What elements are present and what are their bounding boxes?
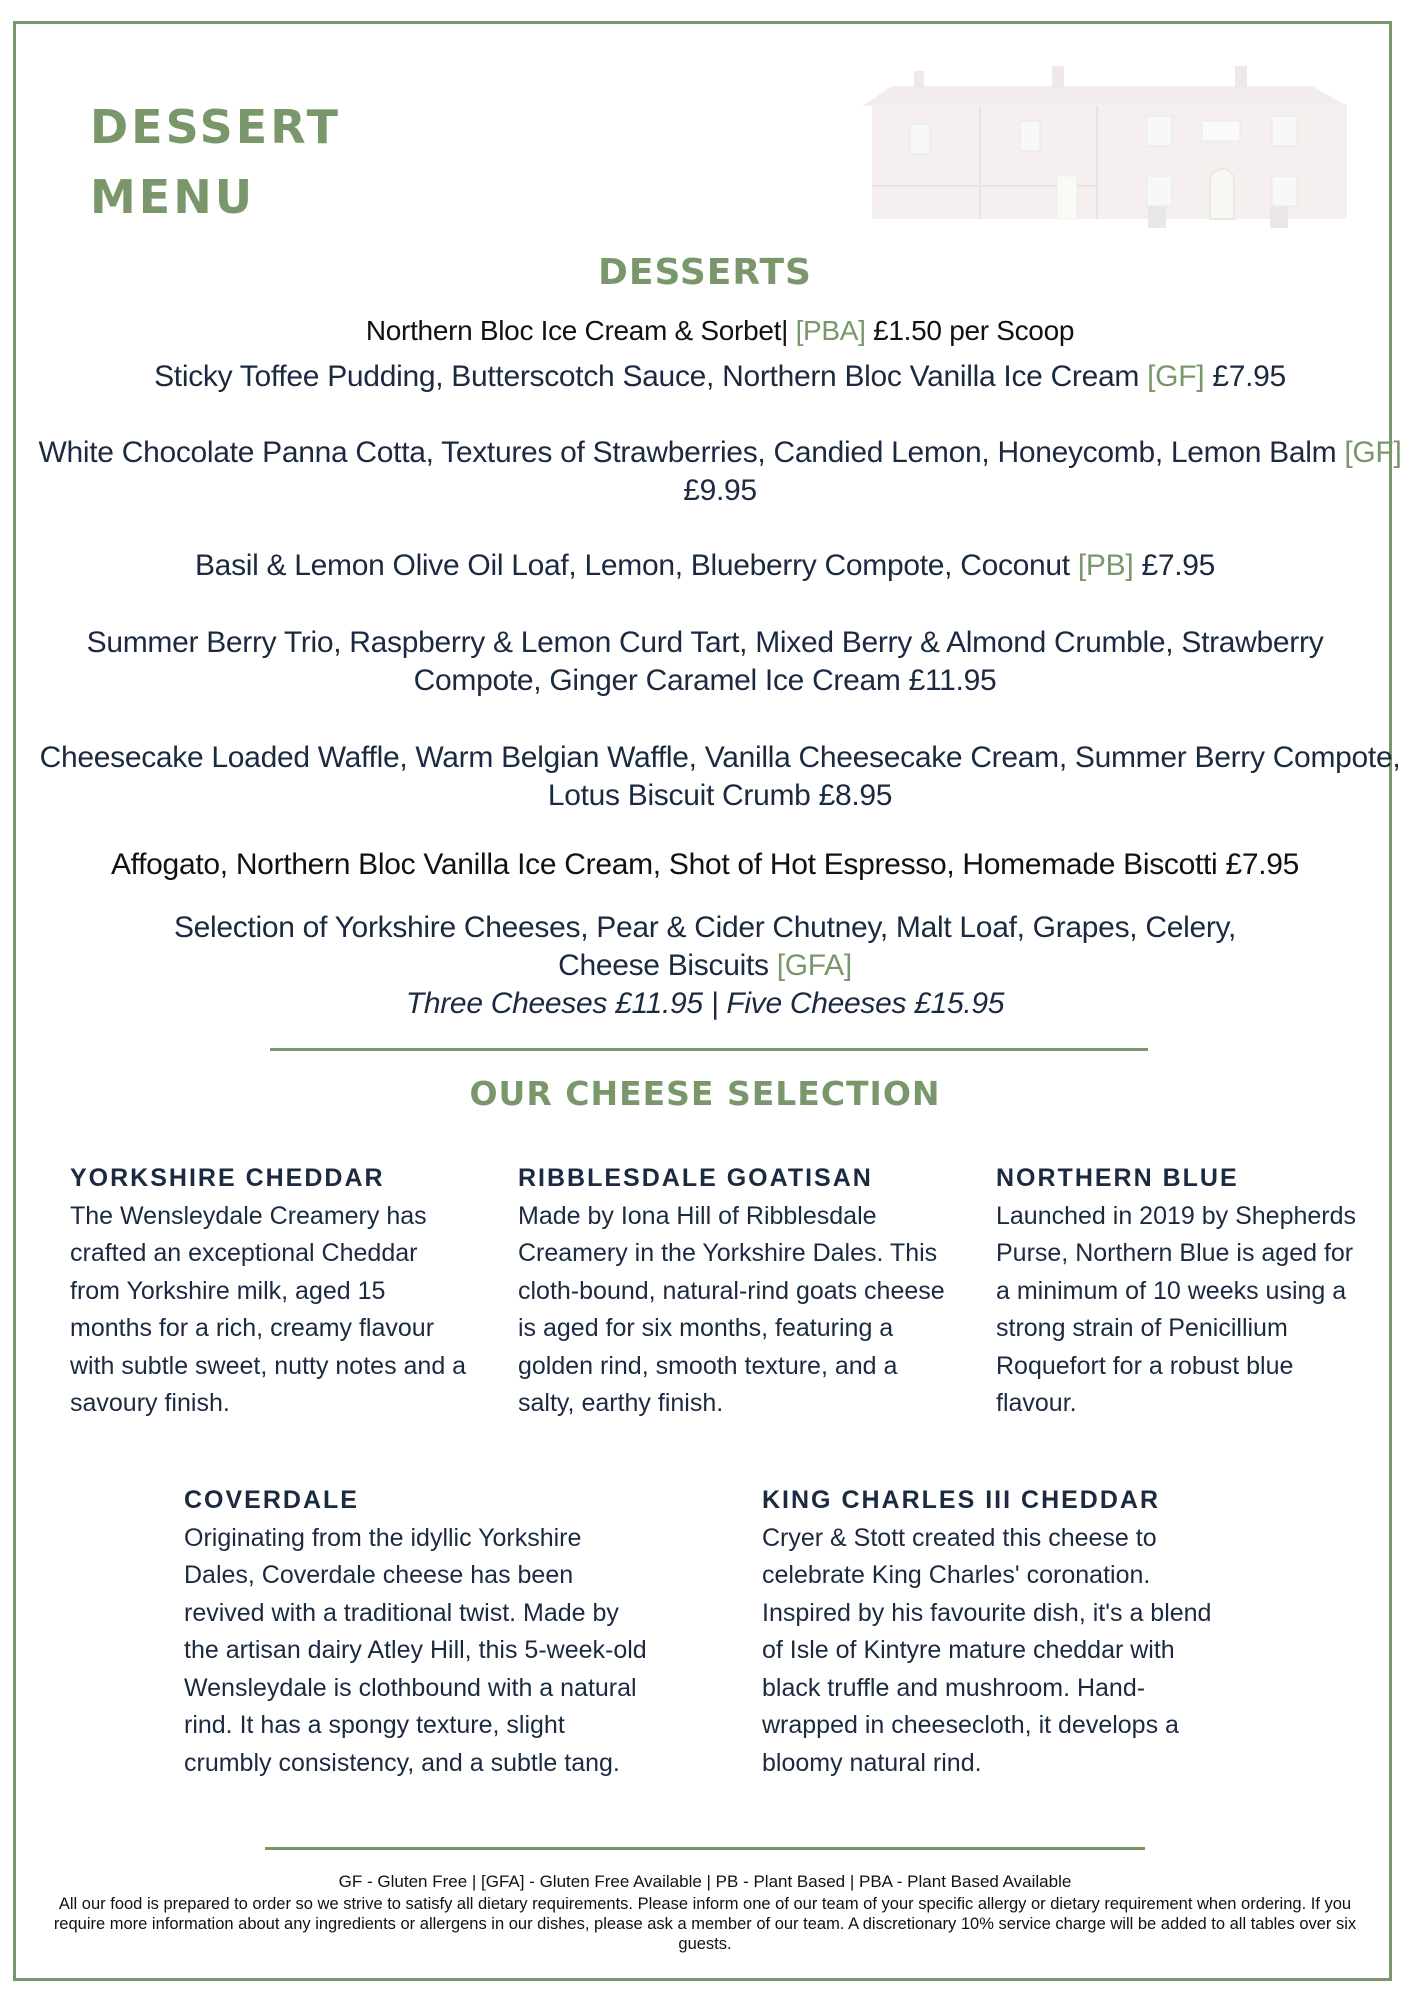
dessert-price: Three Cheeses £11.95 | Five Cheeses £15.95 [405,987,1005,1020]
allergy-notice: All our food is prepared to order so we strive to satisfy all dietary requirements. Please inform one of our team of your specific allergy or dietary requirement when ordering. If you require more information about any ingredients or allergens in our dishes, please ask a member of our team. A discretionary 10% service charge will be added to all tables over six guests. [53,1895,1357,1953]
dessert-name: Cheesecake Loaded Waffle, Warm Belgian Waffle, Vanilla Cheesecake Cream, Summer Berry Compote, Lotus Biscuit Crumb [39,741,1401,812]
dietary-tag: [GF] [1344,436,1402,469]
dessert-name: Northern Bloc Ice Cream & Sorbet| [365,315,789,346]
pub-building-illustration [852,66,1362,231]
dessert-name: Selection of Yorkshire Cheeses, Pear & Cider Chutney, Malt Loaf, Grapes, Celery, Cheese Biscuits [173,911,1237,982]
dessert-item [30,358,1410,396]
dessert-price: £1.50 per Scoop [873,315,1075,346]
dessert-price: £7.95 [1212,360,1286,393]
dessert-name: Affogato, Northern Bloc Vanilla Ice Cream, Shot of Hot Espresso, Homemade Biscotti [110,848,1218,881]
cheese-card-coverdale [184,1482,659,1782]
dessert-name: Sticky Toffee Pudding, Butterscotch Sauce, Northern Bloc Vanilla Ice Cream [154,360,1140,393]
dietary-tag: [GFA] [776,949,852,982]
dietary-tag: [PB] [1077,549,1134,582]
cheese-name: KING CHARLES III CHEDDAR [762,1486,1161,1514]
desserts-heading: DESSERTS [598,252,812,293]
dessert-price: £7.95 [1225,848,1300,881]
cheese-description: Made by Iona Hill of Ribblesdale Creamery in the Yorkshire Dales. This cloth-bound, natural-rind goats cheese is aged for six months, featuring a golden rind, smooth texture, and a salty, earthy finish. [518,1201,945,1417]
title-line-1: DESSERT [90,100,341,154]
cheese-name: COVERDALE [184,1486,359,1514]
cheese-description: The Wensleydale Creamery has crafted an exceptional Cheddar from Yorkshire milk, aged 15 months for a rich, creamy flavour with subtle sweet, nutty notes and a savoury finish. [70,1201,467,1417]
dessert-price: £8.95 [818,779,893,812]
dietary-tag: [GF] [1147,360,1205,393]
dessert-name: Summer Berry Trio, Raspberry & Lemon Curd Tart, Mixed Berry & Almond Crumble, Strawberry Compote, Ginger Caramel Ice Cream [86,626,1324,697]
dessert-item [160,909,1250,1023]
cheese-card-yorkshire-cheddar [70,1160,470,1423]
cheese-name: YORKSHIRE CHEDDAR [70,1164,385,1192]
cheese-card-ribblesdale-goatisan [518,1160,958,1423]
dessert-item [30,434,1410,510]
page-title [90,92,341,232]
dietary-key: GF - Gluten Free | [GFA] - Gluten Free Available | PB - Plant Based | PBA - Plant Based Available [338,1872,1072,1891]
dessert-name: Basil & Lemon Olive Oil Loaf, Lemon, Blueberry Compote, Coconut [194,549,1078,582]
cheese-card-northern-blue [996,1160,1366,1423]
cheese-description: Originating from the idyllic Yorkshire Dales, Coverdale cheese has been revived with a traditional twist. Made by the artisan dairy Atley Hill, this 5-week-old Wensleydale is clothbound with a natural rind. It has a spongy texture, slight crumbly consistency, and a subtle tang. [184,1523,647,1777]
cheese-description: Cryer & Stott created this cheese to celebrate King Charles' coronation. Inspired by his favourite dish, it's a blend of Isle of Kintyre mature cheddar with black truffle and mushroom. Hand-wrapped in cheesecloth, it develops a bloomy natural rind. [762,1523,1212,1777]
dessert-item [0,846,1410,884]
footer-divider [265,1847,1145,1850]
section-divider [270,1048,1148,1051]
cheese-description: Launched in 2019 by Shepherds Purse, Northern Blue is aged for a minimum of 10 weeks using a strong strain of Penicillium Roquefort for a robust blue flavour. [996,1201,1357,1417]
dietary-tag: [PBA] [795,315,866,346]
title-line-2: MENU [90,170,256,224]
cheese-name: NORTHERN BLUE [996,1164,1239,1192]
cheese-card-king-charles-iii-cheddar [762,1482,1232,1782]
cheese-selection-heading: OUR CHEESE SELECTION [469,1074,941,1113]
dessert-price: £11.95 [908,664,997,697]
dessert-item [30,739,1410,815]
dessert-price: £7.95 [1141,549,1216,582]
dessert-item [30,312,1410,350]
dessert-price: £9.95 [683,474,757,507]
cheese-name: RIBBLESDALE GOATISAN [518,1164,873,1192]
footer [40,1872,1370,1954]
dessert-name: White Chocolate Panna Cotta, Textures of Strawberries, Candied Lemon, Honeycomb, Lemon Balm [38,436,1337,469]
dessert-item [0,547,1410,585]
dessert-item [80,624,1330,700]
